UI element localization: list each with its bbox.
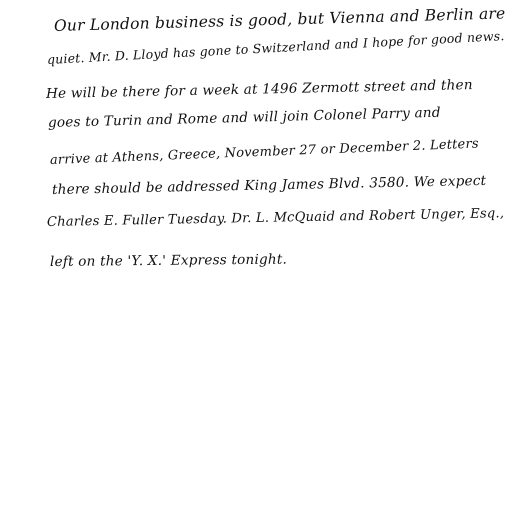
note-line-8: left on the 'Y. X.' Express tonight. [49, 251, 288, 270]
note-line-4: goes to Turin and Rome and will join Colonel Parry and [47, 104, 441, 131]
note-line-1: Our London business is good, but Vienna and Berlin are [53, 4, 506, 35]
note-line-5: arrive at Athens, Greece, November 27 or December 2. Letters [49, 136, 479, 168]
note-line-7: Charles E. Fuller Tuesday. Dr. L. McQuaid and Robert Unger, Esq., [46, 206, 505, 230]
note-line-3: He will be there for a week at 1496 Zermott street and then [45, 77, 473, 102]
note-line-6: there should be addressed King James Blvd. 3580. We expect [51, 172, 487, 198]
note-line-2: quiet. Mr. D. Lloyd has gone to Switzerland and I hope for good news. [46, 28, 505, 67]
